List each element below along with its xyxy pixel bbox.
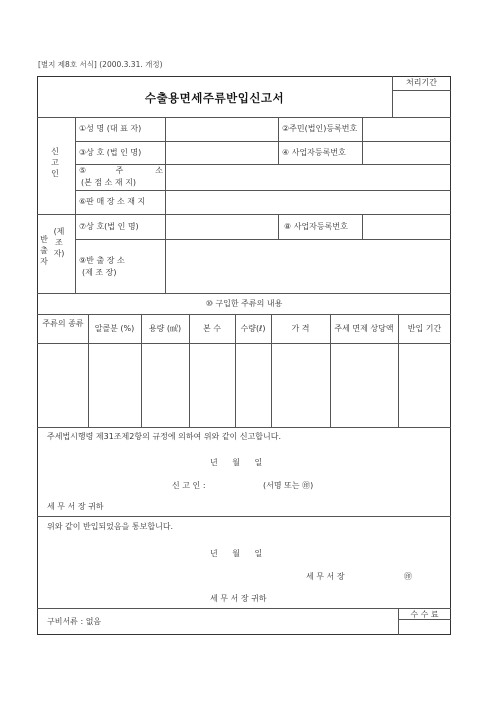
rule-ship-value-col — [165, 214, 166, 293]
applicant-business-no-label: ④ 사업자등록번호 — [282, 148, 346, 157]
rule-declaration-bottom — [37, 516, 451, 517]
applicant-address-sub-label: (본 점 소 재 지) — [81, 178, 137, 187]
notice-officer-label: 세 무 서 장 — [306, 572, 345, 581]
th-liquor-type: 주류의 종류 — [42, 319, 84, 328]
rule-label-col — [75, 117, 76, 293]
rule-app-mid-col — [278, 117, 279, 164]
rule-ship-bottom — [37, 293, 451, 294]
form-header: [별지 제8호 서식] (2000.3.31. 개정) — [38, 60, 163, 69]
rule-app-3 — [75, 190, 451, 191]
documents-label: 구비서류 : 없음 — [47, 617, 102, 626]
declaration-statement: 주세법시행령 제31조제2항의 규정에 의하여 위와 같이 신고합니다. — [47, 432, 281, 441]
rule-liquor-title-bottom — [37, 314, 451, 315]
notice-statement: 위와 같이 반입되었음을 통보합니다. — [47, 522, 174, 531]
form-title: 수출용면세주류반입신고서 — [144, 91, 285, 105]
shipper-place-sub-label: (제 조 장) — [82, 268, 117, 277]
th-bottle-count: 본 수 — [203, 324, 221, 333]
rule-app-value-col — [165, 117, 166, 164]
applicant-store-label: ⑥판 매 장 소 재 지 — [79, 197, 146, 206]
rule-liquor-bottom — [37, 427, 451, 428]
th-quantity: 수량(ℓ) — [240, 324, 266, 333]
declaration-addressee: 세 무 서 장 귀하 — [47, 502, 104, 511]
rule-ship-mid-col — [278, 214, 279, 239]
th-tax-exempt: 주세 면제 상당액 — [334, 324, 394, 333]
rule-app-2 — [75, 164, 451, 165]
shipper-section-label: 반출자 — [40, 235, 48, 266]
applicant-section-label: 신고인 — [51, 147, 59, 178]
rule-processing-mid — [392, 90, 451, 91]
declaration-signer-label: 신 고 인 : — [172, 481, 206, 490]
fee-label: 수 수 료 — [410, 610, 439, 619]
shipper-business-no-label: ⑧ 사업자등록번호 — [284, 222, 348, 231]
rule-app-right-col — [362, 117, 363, 164]
th-import-period: 반입 기간 — [407, 324, 442, 333]
notice-seal-mark: ㊞ — [404, 572, 412, 581]
rule-ship-right-col — [362, 214, 363, 239]
rule-app-addr-col — [165, 164, 166, 214]
notice-addressee: 세 무 서 장 귀하 — [210, 594, 267, 603]
declaration-sign-hint: (서명 또는 ㊞) — [263, 481, 314, 490]
notice-date-line: 년 월 일 — [210, 549, 263, 558]
rule-notice-bottom — [37, 608, 451, 609]
shipper-place-label: ⑨반 출 장 소 — [79, 256, 125, 265]
th-volume: 용량 (㎖) — [148, 324, 182, 333]
declaration-date-line: 년 월 일 — [210, 458, 263, 467]
rule-title-bottom — [37, 117, 451, 118]
applicant-name-label: ①성 명 (대 표 자) — [79, 124, 142, 133]
rule-liquor-header-bottom — [37, 343, 451, 344]
rule-ship-1 — [75, 239, 451, 240]
applicant-company-label: ③상 호 (법 인 명) — [79, 148, 142, 157]
applicant-resident-no-label: ②주민(법인)등록번호 — [282, 124, 358, 133]
processing-period-label: 처리기간 — [406, 78, 437, 87]
applicant-address-label: ⑤주 소 — [79, 166, 163, 175]
liquor-section-title: ⑩ 구입한 주류의 내용 — [205, 299, 283, 308]
shipper-section-sub-label: (제조자) — [53, 227, 65, 258]
th-alcohol: 알콜분 (%) — [94, 324, 135, 333]
shipper-company-label: ⑦상 호(법 인 명) — [79, 222, 139, 231]
th-price: 가 격 — [291, 324, 310, 333]
rule-app-1 — [75, 141, 451, 142]
rule-app-bottom — [37, 214, 451, 215]
